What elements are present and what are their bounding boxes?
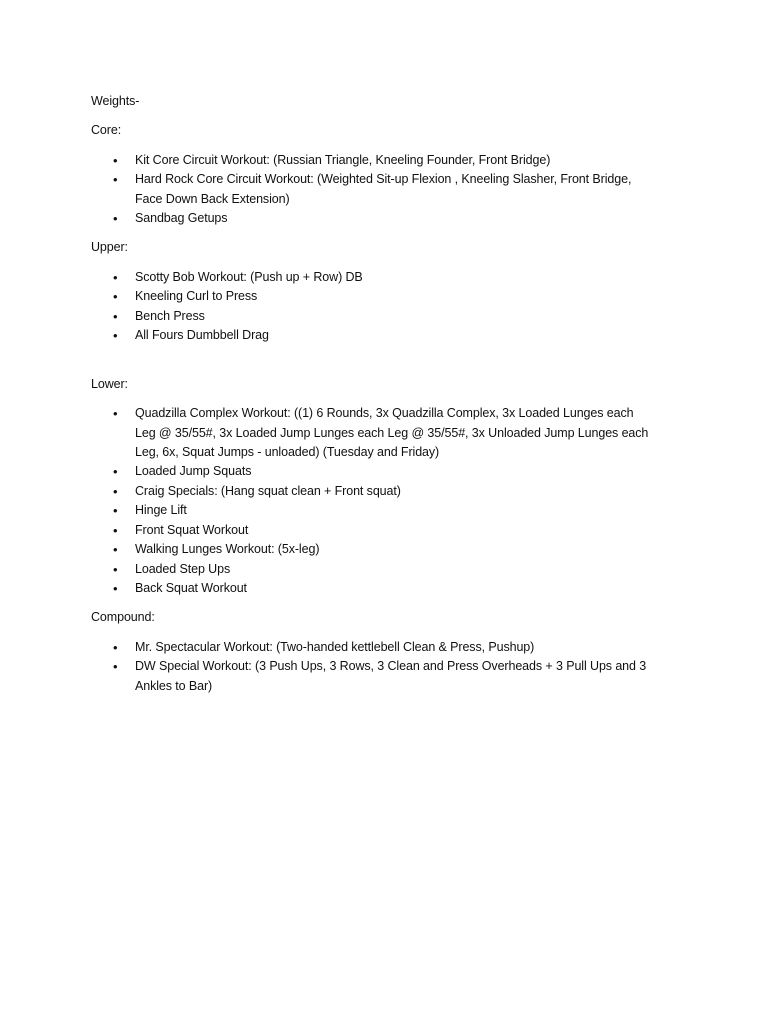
bullet-icon: • [113, 542, 118, 558]
bullet-icon: • [113, 639, 118, 655]
list-item: • Craig Specials: (Hang squat clean + Front squat) [91, 482, 655, 501]
bullet-icon: • [113, 172, 118, 188]
list-item: • Loaded Step Ups [91, 560, 655, 579]
bullet-icon: • [113, 464, 118, 480]
list-item: • Back Squat Workout [91, 579, 655, 598]
bullet-icon: • [113, 580, 118, 596]
upper-list [91, 268, 691, 346]
bullet-icon: • [113, 308, 118, 324]
section-heading-upper: Upper: [91, 240, 128, 255]
list-item: • Front Squat Workout [91, 521, 655, 540]
list-item: • Loaded Jump Squats [91, 462, 655, 481]
bullet-icon: • [113, 328, 118, 344]
list-item: • Hinge Lift [91, 501, 655, 520]
lower-list [91, 404, 691, 598]
section-heading-compound: Compound: [91, 610, 155, 625]
compound-list [91, 638, 691, 696]
list-item: • Hard Rock Core Circuit Workout: (Weighted Sit-up Flexion , Kneeling Slasher, Front Bridge, Face Down Back Extension) [113, 172, 632, 206]
section-heading-lower: Lower: [91, 376, 128, 391]
bullet-icon: • [113, 483, 118, 499]
bullet-icon: • [113, 522, 118, 538]
list-item: • Kneeling Curl to Press [91, 287, 655, 306]
section-heading-core: Core: [91, 123, 122, 138]
bullet-icon: • [113, 269, 118, 285]
bullet-icon: • [113, 406, 118, 422]
list-item: • Walking Lunges Workout: (5x-leg) [91, 540, 655, 559]
list-item: • Quadzilla Complex Workout: ((1) 6 Rounds, 3x Quadzilla Complex, 3x Loaded Lunges each Leg @ 35/55#, 3x Loaded Jump Lunges each Leg @ 35/55#, 3x Unloaded Jump Lunges each Leg, 6x, Squat Jumps - unloaded) (Tuesday and Friday) [113, 406, 649, 460]
list-item: • Sandbag Getups [91, 209, 655, 228]
list-item: • Mr. Spectacular Workout: (Two-handed kettlebell Clean & Press, Pushup) [91, 638, 655, 657]
document-title: Weights- [91, 94, 140, 108]
bullet-icon: • [113, 561, 118, 577]
bullet-icon: • [113, 152, 118, 168]
document-page [91, 92, 691, 696]
bullet-icon: • [113, 503, 118, 519]
list-item: • DW Special Workout: (3 Push Ups, 3 Rows, 3 Clean and Press Overheads + 3 Pull Ups and 3 Ankles to Bar) [113, 659, 647, 693]
list-item: • Scotty Bob Workout: (Push up + Row) DB [91, 268, 655, 287]
bullet-icon: • [113, 289, 118, 305]
list-item: • Kit Core Circuit Workout: (Russian Triangle, Kneeling Founder, Front Bridge) [91, 151, 655, 170]
bullet-icon: • [113, 659, 118, 675]
bullet-icon: • [113, 211, 118, 227]
core-list [91, 151, 691, 229]
list-item: • All Fours Dumbbell Drag [91, 326, 655, 345]
list-item: • Bench Press [91, 307, 655, 326]
